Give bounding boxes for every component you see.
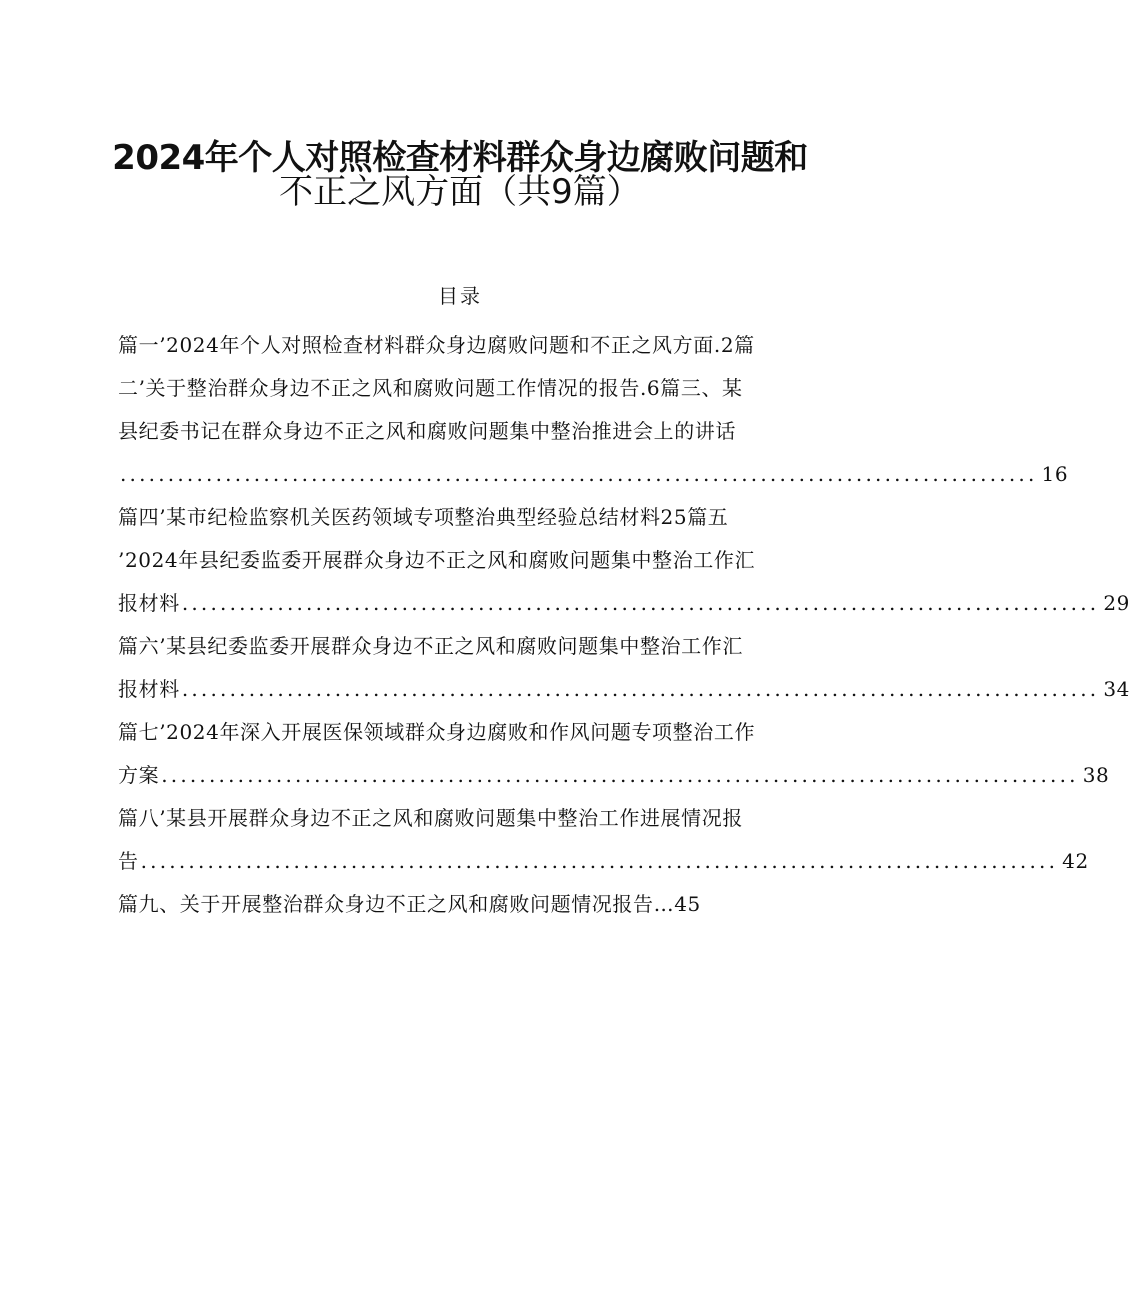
- toc-line-with-leader: [118, 674, 1130, 704]
- page-number: 34: [1103, 677, 1130, 701]
- toc-line: 二’关于整治群众身边不正之风和腐败问题工作情况的报告.6篇三、某: [118, 376, 743, 400]
- page-number: 16: [1041, 462, 1069, 486]
- toc-line-with-leader: [118, 588, 1130, 618]
- dot-leader: ................................................................................................: [181, 591, 1100, 615]
- page-number: 38: [1082, 763, 1110, 787]
- toc-line-with-leader: [118, 459, 1069, 489]
- toc-line-lead: 报材料: [118, 677, 180, 701]
- dot-leader: ................................................................................................: [120, 462, 1038, 486]
- dot-leader: ................................................................................................: [181, 677, 1100, 701]
- page-number: 42: [1062, 849, 1089, 873]
- toc-line: 篇八’某县开展群众身边不正之风和腐败问题集中整治工作进展情况报: [118, 806, 743, 830]
- toc-line-lead: 方案: [118, 763, 160, 787]
- toc-line: 篇一’2024年个人对照检查材料群众身边腐败问题和不正之风方面.2篇: [118, 333, 755, 357]
- toc-line-with-leader: [118, 846, 1089, 876]
- dot-leader: ................................................................................................: [161, 763, 1079, 787]
- toc-line-with-leader: [118, 760, 1110, 790]
- toc-line: 县纪委书记在群众身边不正之风和腐败问题集中整治推进会上的讲话: [118, 419, 736, 443]
- page-number: 29: [1103, 591, 1130, 615]
- toc-line-lead: 告: [118, 849, 139, 873]
- toc-line: 篇六’某县纪委监委开展群众身边不正之风和腐败问题集中整治工作汇: [118, 634, 743, 658]
- document-title-line-2: 不正之风方面（共9篇）: [279, 172, 641, 212]
- toc-line: 篇九、关于开展整治群众身边不正之风和腐败问题情况报告…45: [118, 892, 701, 916]
- toc-line: ’2024年县纪委监委开展群众身边不正之风和腐败问题集中整治工作汇: [118, 548, 756, 572]
- dot-leader: ................................................................................................: [140, 849, 1059, 873]
- toc-heading: 目录: [438, 284, 482, 308]
- document-title-line-1: 2024年个人对照检查材料群众身边腐败问题和: [112, 138, 808, 178]
- toc-line-lead: 报材料: [118, 591, 180, 615]
- toc-line: 篇七’2024年深入开展医保领域群众身边腐败和作风问题专项整治工作: [118, 720, 756, 744]
- toc-line: 篇四’某市纪检监察机关医药领域专项整治典型经验总结材料25篇五: [118, 505, 729, 529]
